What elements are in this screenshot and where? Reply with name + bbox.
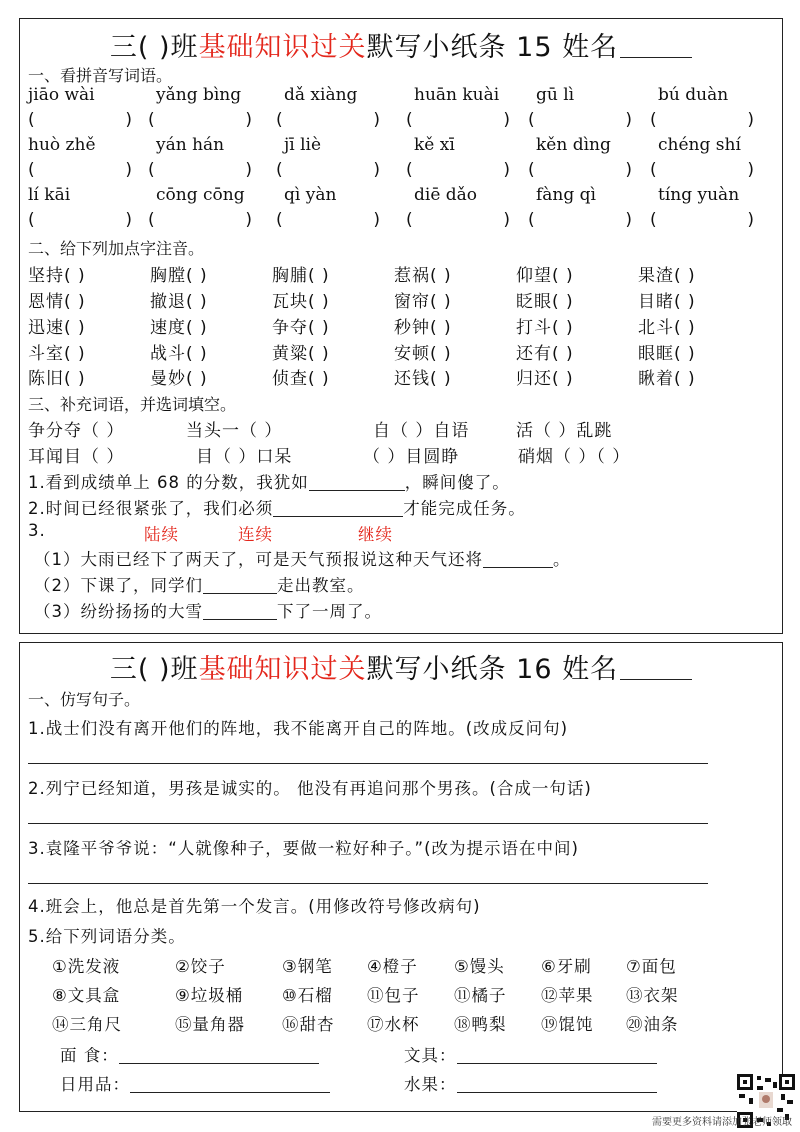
paren-close: ): [125, 210, 132, 230]
paren-open: (: [148, 210, 155, 230]
pinyin-item: dǎ xiàng: [284, 85, 358, 105]
section-rewrite-heading: 一、仿写句子。: [28, 690, 141, 709]
paren-close: ): [503, 160, 510, 180]
classify-question: 5.给下列词语分类。: [28, 927, 186, 946]
question-text: 才能完成任务。: [403, 499, 526, 518]
zhuyin-item[interactable]: 曼妙( ): [150, 369, 208, 389]
classify-word: ⑳油条: [626, 1015, 679, 1034]
zhuyin-item[interactable]: 速度( ): [150, 318, 208, 338]
title-class: 三( )班: [109, 32, 199, 63]
idiom-item: 当头一（ ）: [186, 421, 283, 441]
classify-word: ⑥牙刷: [541, 957, 592, 976]
pinyin-item: kě xī: [414, 135, 455, 155]
category-label: 文具：: [404, 1046, 457, 1065]
word-choice: 陆续: [144, 525, 179, 544]
paren-close: ): [373, 160, 380, 180]
classify-word: ④橙子: [367, 957, 418, 976]
answer-blank[interactable]: [457, 1045, 657, 1064]
paren-close: ): [625, 160, 632, 180]
paren-open: (: [528, 210, 535, 230]
worksheet-15-title: [20, 25, 782, 64]
paren-close: ): [373, 110, 380, 130]
worksheet-16: [19, 642, 783, 1112]
zhuyin-row: [28, 261, 776, 285]
rewrite-question-2: 2.列宁已经知道，男孩是诚实的。 他没有再追问那个男孩。(合成一句话): [28, 779, 592, 798]
answer-line[interactable]: [28, 883, 708, 884]
paren-open: (: [528, 110, 535, 130]
pinyin-item: cōng cōng: [156, 185, 245, 205]
classify-word: ⑦面包: [626, 957, 677, 976]
pinyin-item: bú duàn: [658, 85, 729, 105]
paren-close: ): [747, 160, 754, 180]
classify-word: ⑰水杯: [367, 1015, 420, 1034]
pinyin-item: huò zhě: [28, 135, 96, 155]
question-text: 下了一周了。: [277, 602, 382, 621]
paren-close: ): [747, 210, 754, 230]
name-blank[interactable]: [620, 655, 692, 680]
zhuyin-item[interactable]: 黄粱( ): [272, 344, 330, 364]
paren-close: ): [503, 210, 510, 230]
category-fruit: [404, 1071, 657, 1095]
paren-open: (: [406, 110, 413, 130]
answer-blank[interactable]: [203, 575, 277, 594]
paren-open: (: [276, 210, 283, 230]
zhuyin-item[interactable]: 眼眶( ): [638, 344, 696, 364]
answer-blank[interactable]: [130, 1074, 330, 1093]
title-rest: 默写小纸条 16 姓名: [366, 654, 619, 685]
zhuyin-item[interactable]: 还钱( ): [394, 369, 452, 389]
idiom-item: 争分夺（ ）: [28, 421, 125, 441]
fill-question-1: [28, 469, 510, 493]
pinyin-item: tíng yuàn: [658, 185, 740, 205]
rewrite-question-1: 1.战士们没有离开他们的阵地，我不能离开自己的阵地。(改成反问句): [28, 719, 569, 738]
classify-word: ⑪橘子: [454, 986, 507, 1005]
paren-close: ): [245, 110, 252, 130]
question-text: 。: [553, 550, 571, 569]
pinyin-answer-row: [28, 110, 776, 134]
word-choice: 继续: [358, 525, 393, 544]
paren-close: ): [503, 110, 510, 130]
paren-open: (: [28, 110, 35, 130]
pinyin-item: qì yàn: [284, 185, 337, 205]
zhuyin-item[interactable]: 战斗( ): [150, 344, 208, 364]
pinyin-item: chéng shí: [658, 135, 741, 155]
zhuyin-row: [28, 339, 776, 363]
pinyin-row: [28, 185, 776, 209]
classify-word: ②饺子: [175, 957, 226, 976]
paren-open: (: [28, 210, 35, 230]
category-label: 日用品：: [60, 1075, 130, 1094]
pinyin-answer-row: [28, 210, 776, 234]
answer-blank[interactable]: [457, 1074, 657, 1093]
zhuyin-item[interactable]: 北斗( ): [638, 318, 696, 338]
zhuyin-item[interactable]: 瓦块( ): [272, 292, 330, 312]
title-highlight: 基础知识过关: [198, 32, 367, 63]
answer-blank[interactable]: [203, 601, 277, 620]
idioms-row-2: [28, 442, 776, 466]
paren-open: (: [148, 110, 155, 130]
pinyin-item: yán hán: [156, 135, 225, 155]
classify-word: ⑧文具盒: [52, 986, 121, 1005]
classify-word: ⑩石榴: [282, 986, 333, 1005]
zhuyin-item[interactable]: 仰望( ): [516, 266, 574, 286]
section-zhuyin-heading: 二、给下列加点字注音。: [28, 239, 205, 258]
rewrite-question-3: 3.袁隆平爷爷说：“人就像种子，要做一粒好种子。”(改为提示语在中间): [28, 839, 579, 858]
zhuyin-item[interactable]: 坚持( ): [28, 266, 86, 286]
paren-open: (: [650, 160, 657, 180]
zhuyin-item[interactable]: 迅速( ): [28, 318, 86, 338]
title-rest: 默写小纸条 15 姓名: [366, 32, 619, 63]
idiom-item: 活（ ）乱跳: [516, 421, 613, 441]
question-number: 3.: [28, 521, 46, 540]
paren-open: (: [650, 210, 657, 230]
answer-blank[interactable]: [273, 498, 403, 517]
idiom-item: 目（ ）口呆: [196, 447, 293, 467]
idiom-item: 硝烟（ ）（ ）: [518, 447, 631, 467]
paren-close: ): [245, 160, 252, 180]
answer-blank[interactable]: [119, 1045, 319, 1064]
classify-word: ③钢笔: [282, 957, 333, 976]
answer-line[interactable]: [28, 763, 708, 764]
pinyin-item: gū lì: [536, 85, 575, 105]
classify-word: ⑱鸭梨: [454, 1015, 507, 1034]
zhuyin-item[interactable]: 胸脯( ): [272, 266, 330, 286]
worksheet-16-title: [20, 647, 782, 686]
classify-word: ①洗发液: [52, 957, 121, 976]
category-daily: [60, 1071, 330, 1095]
title-highlight: 基础知识过关: [198, 654, 367, 685]
fill-question-2: [28, 495, 526, 519]
category-food: [60, 1042, 319, 1066]
title-class: 三( )班: [109, 654, 199, 685]
name-blank[interactable]: [620, 33, 692, 58]
zhuyin-item[interactable]: 争夺( ): [272, 318, 330, 338]
question-text: （3）纷纷扬扬的大雪: [34, 602, 203, 621]
sentence-3-3: [34, 598, 382, 622]
zhuyin-row: [28, 313, 776, 337]
paren-close: ): [245, 210, 252, 230]
category-label: 面 食：: [60, 1046, 119, 1065]
pinyin-item: fàng qì: [536, 185, 596, 205]
idioms-row-1: [28, 416, 776, 440]
fill-question-3: [28, 521, 768, 543]
classify-word: ⑤馒头: [454, 957, 505, 976]
classify-word: ⑪包子: [367, 986, 420, 1005]
idiom-item: （ ）目圆睁: [363, 447, 460, 467]
paren-open: (: [406, 210, 413, 230]
paren-open: (: [148, 160, 155, 180]
zhuyin-row: [28, 364, 776, 388]
paren-close: ): [125, 110, 132, 130]
classify-word: ⑮量角器: [175, 1015, 245, 1034]
question-text: 走出教室。: [277, 576, 365, 595]
pinyin-item: lí kāi: [28, 185, 71, 205]
paren-close: ): [373, 210, 380, 230]
answer-blank[interactable]: [309, 472, 405, 491]
pinyin-answer-row: [28, 160, 776, 184]
zhuyin-item[interactable]: 侦查( ): [272, 369, 330, 389]
question-text: （2）下课了，同学们: [34, 576, 203, 595]
question-text: （1）大雨已经下了两天了，可是天气预报说这种天气还将: [34, 550, 483, 569]
idiom-item: 耳闻目（ ）: [28, 447, 125, 467]
section-idiom-heading: 三、补充词语，并选词填空。: [28, 395, 237, 414]
classify-word: ⑯甜杏: [282, 1015, 335, 1034]
idiom-item: 自（ ）自语: [373, 421, 470, 441]
zhuyin-item[interactable]: 果渣( ): [638, 266, 696, 286]
category-label: 水果：: [404, 1075, 457, 1094]
question-text: ，瞬间傻了。: [404, 473, 510, 492]
zhuyin-row: [28, 287, 776, 311]
zhuyin-item[interactable]: 安顿( ): [394, 344, 452, 364]
question-text: 2.时间已经很紧张了，我们必须: [28, 499, 274, 518]
worksheet-15: [19, 18, 783, 634]
paren-open: (: [650, 110, 657, 130]
answer-line[interactable]: [28, 823, 708, 824]
pinyin-row: [28, 135, 776, 159]
zhuyin-item[interactable]: 还有( ): [516, 344, 574, 364]
classify-word: ⑲馄饨: [541, 1015, 594, 1034]
classify-word: ⑬衣架: [626, 986, 679, 1005]
pinyin-row: [28, 85, 776, 109]
zhuyin-item[interactable]: 眨眼( ): [516, 292, 574, 312]
zhuyin-item[interactable]: 秒钟( ): [394, 318, 452, 338]
zhuyin-item[interactable]: 瞅着( ): [638, 369, 696, 389]
answer-blank[interactable]: [483, 549, 553, 568]
pinyin-item: kěn dìng: [536, 135, 611, 155]
zhuyin-item[interactable]: 胸膛( ): [150, 266, 208, 286]
zhuyin-item[interactable]: 目睹( ): [638, 292, 696, 312]
zhuyin-item[interactable]: 惹祸( ): [394, 266, 452, 286]
section-pinyin-heading: 一、看拼音写词语。: [28, 66, 173, 85]
sentence-3-2: [34, 572, 365, 596]
paren-close: ): [747, 110, 754, 130]
paren-open: (: [28, 160, 35, 180]
paren-open: (: [276, 110, 283, 130]
pinyin-item: jī liè: [284, 135, 322, 155]
zhuyin-item[interactable]: 打斗( ): [516, 318, 574, 338]
zhuyin-item[interactable]: 陈旧( ): [28, 369, 86, 389]
rewrite-question-4: 4.班会上，他总是首先第一个发言。(用修改符号修改病句): [28, 897, 481, 916]
word-choice: 连续: [238, 525, 273, 544]
footer-note: 需要更多资料请添加张老师领取: [652, 1117, 792, 1128]
paren-close: ): [625, 210, 632, 230]
classify-word: ⑫苹果: [541, 986, 594, 1005]
pinyin-item: diē dǎo: [414, 185, 478, 205]
zhuyin-item[interactable]: 撤退( ): [150, 292, 208, 312]
zhuyin-item[interactable]: 恩情( ): [28, 292, 86, 312]
paren-close: ): [625, 110, 632, 130]
paren-open: (: [406, 160, 413, 180]
paren-open: (: [276, 160, 283, 180]
classify-word: ⑭三角尺: [52, 1015, 122, 1034]
category-stationery: [404, 1042, 657, 1066]
pinyin-item: yǎng bìng: [156, 85, 242, 105]
sentence-3-1: [34, 546, 571, 570]
zhuyin-item[interactable]: 斗室( ): [28, 344, 86, 364]
paren-open: (: [528, 160, 535, 180]
pinyin-item: jiāo wài: [28, 85, 95, 105]
question-text: 1.看到成绩单上 68 的分数，我犹如: [28, 473, 309, 492]
zhuyin-item[interactable]: 窗帘( ): [394, 292, 452, 312]
zhuyin-item[interactable]: 归还( ): [516, 369, 574, 389]
pinyin-item: huān kuài: [414, 85, 500, 105]
classify-word: ⑨垃圾桶: [175, 986, 244, 1005]
paren-close: ): [125, 160, 132, 180]
